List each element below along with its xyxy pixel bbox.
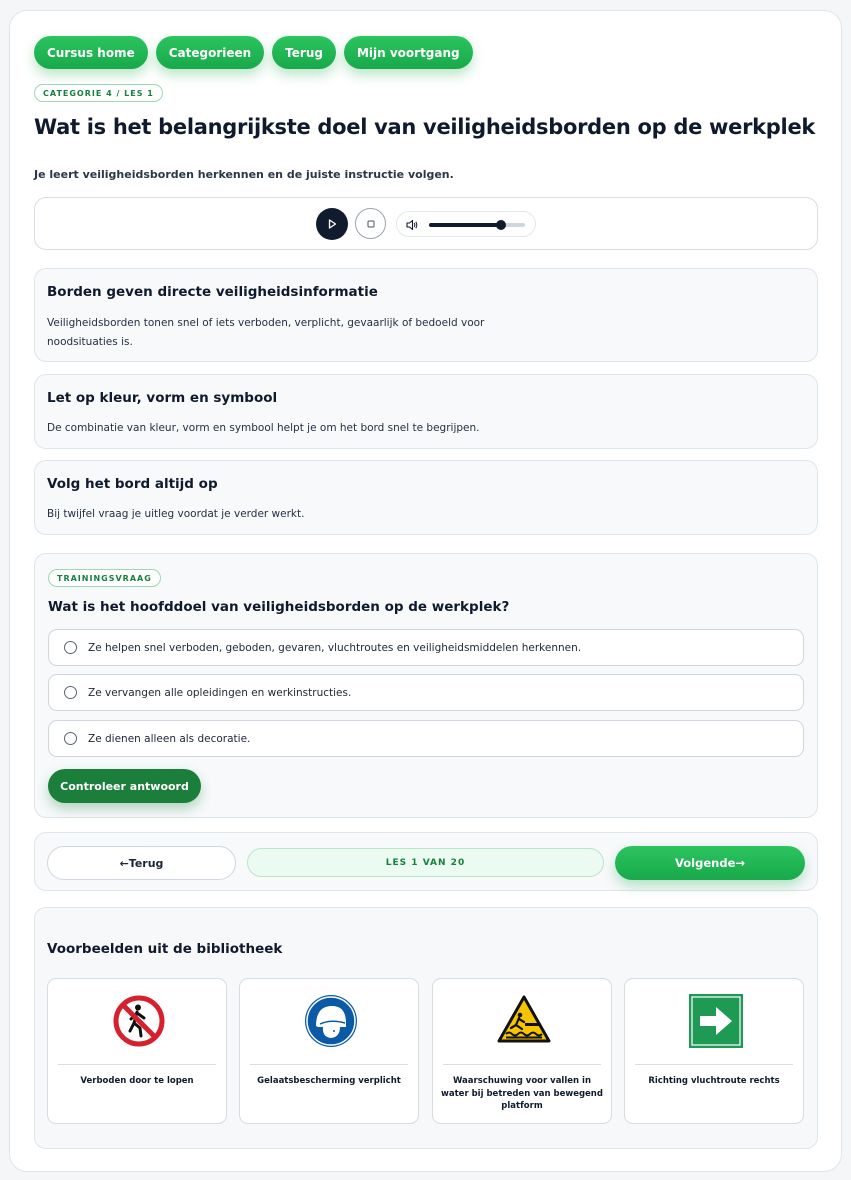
library-title: Voorbeelden uit de bibliotheek — [47, 941, 283, 957]
volume-control — [396, 211, 536, 237]
library-item[interactable] — [624, 978, 804, 1124]
library-examples — [34, 907, 818, 1149]
previous-lesson-button[interactable]: ←Terug — [47, 846, 236, 880]
audio-player — [34, 197, 818, 250]
library-item[interactable] — [432, 978, 612, 1124]
page-subtitle: Je leert veiligheidsborden herkennen en de juiste instructie volgen. — [34, 168, 454, 181]
library-item[interactable] — [47, 978, 227, 1124]
no-pedestrians-icon — [111, 993, 167, 1049]
info-card — [34, 374, 818, 449]
helmet-required-icon — [303, 993, 359, 1049]
library-item-divider — [443, 1064, 601, 1065]
category-lesson-badge: CATEGORIE 4 / LES 1 — [34, 84, 163, 102]
falling-water-warning-icon — [496, 993, 552, 1049]
lesson-pager — [34, 832, 818, 891]
library-item-label: Verboden door te lopen — [80, 1076, 194, 1086]
play-icon — [326, 218, 338, 230]
speaker-icon[interactable] — [405, 218, 419, 232]
answer-option[interactable] — [48, 674, 804, 711]
info-card-heading: Volg het bord altijd op — [47, 476, 218, 492]
top-navigation — [34, 36, 473, 69]
volume-slider[interactable] — [429, 223, 525, 227]
question-title: Wat is het hoofddoel van veiligheidsborden op de werkplek? — [48, 599, 510, 615]
library-item-divider — [250, 1064, 408, 1065]
next-lesson-button[interactable]: Volgende→ — [615, 846, 805, 880]
nav-my-progress-button[interactable]: Mijn voortgang — [344, 36, 473, 69]
nav-course-home-button[interactable]: Cursus home — [34, 36, 148, 69]
page-title: Wat is het belangrijkste doel van veiligheidsborden op de werkplek — [34, 115, 816, 139]
library-item-divider — [58, 1064, 216, 1065]
exit-arrow-right-icon — [688, 993, 744, 1049]
volume-slider-thumb[interactable] — [496, 220, 506, 230]
nav-back-button[interactable]: Terug — [272, 36, 336, 69]
info-card-heading: Borden geven directe veiligheidsinformatie — [47, 284, 378, 300]
answer-option[interactable] — [48, 629, 804, 666]
answer-radio[interactable] — [64, 686, 77, 699]
info-card — [34, 460, 818, 535]
check-answer-button[interactable]: Controleer antwoord — [48, 769, 201, 803]
info-card — [34, 268, 818, 362]
answer-radio[interactable] — [64, 641, 77, 654]
nav-categories-button[interactable]: Categorieen — [156, 36, 264, 69]
stop-button[interactable] — [355, 208, 386, 239]
info-card-heading: Let op kleur, vorm en symbool — [47, 390, 278, 406]
answer-option[interactable] — [48, 720, 804, 757]
training-question-card — [34, 553, 818, 818]
lesson-page — [9, 10, 842, 1172]
library-item-label: Waarschuwing voor vallen in water bij betreden van bewegend platform — [441, 1076, 603, 1111]
answer-radio[interactable] — [64, 732, 77, 745]
library-item-divider — [635, 1064, 793, 1065]
library-item-label: Gelaatsbescherming verplicht — [257, 1076, 401, 1086]
lesson-position-badge: LES 1 VAN 20 — [247, 848, 604, 877]
info-card-body: De combinatie van kleur, vorm en symbool helpt je om het bord snel te begrijpen. — [47, 422, 480, 434]
stop-icon — [366, 219, 376, 229]
training-question-badge: TRAININGSVRAAG — [48, 569, 161, 587]
library-item-label: Richting vluchtroute rechts — [648, 1076, 780, 1086]
volume-slider-fill — [429, 223, 501, 227]
library-item[interactable] — [239, 978, 419, 1124]
answer-option-label: Ze vervangen alle opleidingen en werkinstructies. — [88, 686, 352, 699]
answer-option-label: Ze helpen snel verboden, geboden, gevaren, vluchtroutes en veiligheidsmiddelen herkennen. — [88, 641, 582, 654]
info-card-body: Bij twijfel vraag je uitleg voordat je verder werkt. — [47, 508, 305, 520]
answer-option-label: Ze dienen alleen als decoratie. — [88, 732, 251, 745]
info-card-body: Veiligheidsborden tonen snel of iets verboden, verplicht, gevaarlijk of bedoeld voor noodsituaties is. — [47, 317, 485, 348]
play-button[interactable] — [316, 208, 348, 240]
